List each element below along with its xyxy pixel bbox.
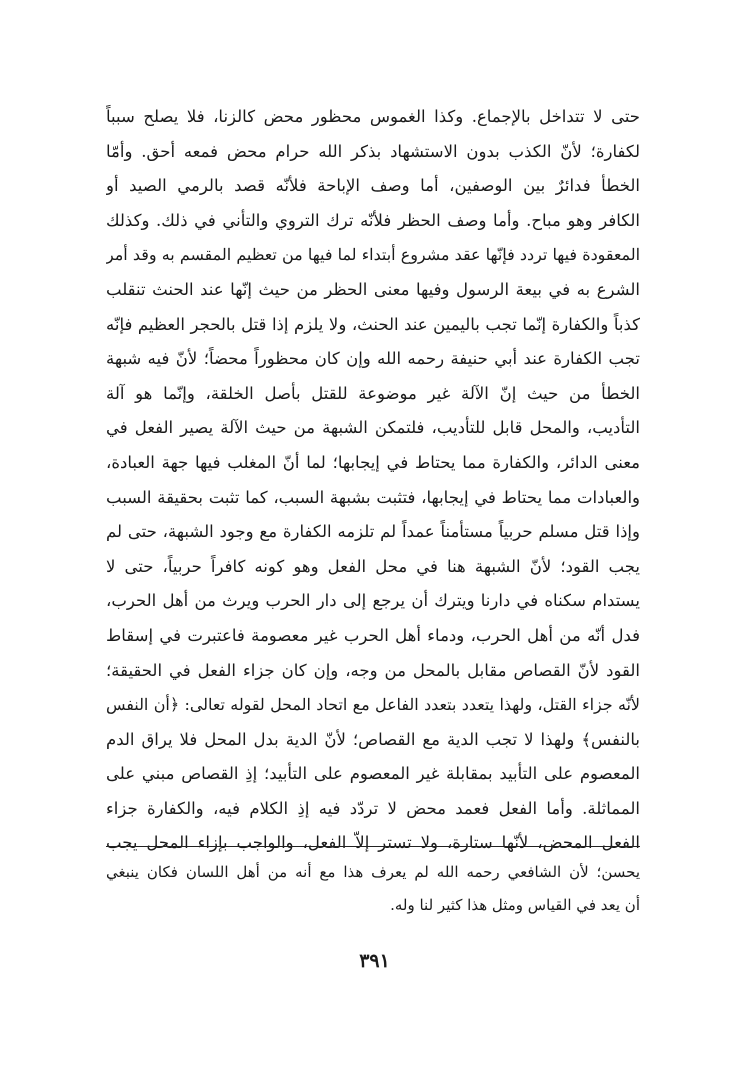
text-line: الخطأ من حيث إنّ الآلة غير موضوعة للقتل بأصل الخلقة، وإنّما هو آلة bbox=[106, 383, 640, 403]
text-line: بالنفس﴾ ولهذا لا تجب الدية مع القصاص؛ لأنّ الدية بدل المحل فلا يراق الدم bbox=[106, 729, 640, 749]
text-line: لكفارة؛ لأنّ الكذب بدون الاستشهاد بذكر الله حرام محض فمعه أحق. وأمّا bbox=[106, 141, 640, 161]
text-line: يستدام سكناه في دارنا ويترك أن يرجع إلى دار الحرب ويرث من أهل الحرب، bbox=[106, 591, 640, 611]
footnote-line: أن يعد في القياس ومثل هذا كثير لنا وله. bbox=[390, 896, 640, 914]
main-text-block bbox=[106, 100, 640, 861]
text-line: فدل أنّه من أهل الحرب، ودماء أهل الحرب غير معصومة فاعتبرت في إسقاط bbox=[106, 625, 640, 645]
text-line: والعبادات مما يحتاط في إيجابها، فتثبت بشبهة السبب، كما تثبت بحقيقة السبب bbox=[106, 487, 640, 507]
text-line: كذباً والكفارة إنّما تجب باليمين عند الحنث، ولا يلزم إذا قتل بالحجر العظيم فإنّه bbox=[106, 314, 640, 334]
text-line: الفعل المحض، لأنّها ستارة، ولا تستر إلاّ الفعل، والواجب بإزاء المحل يجب bbox=[106, 833, 640, 853]
text-line: وإذا قتل مسلم حربياً مستأمناً عمداً لم تلزمه الكفارة مع وجود الشبهة، حتى لم bbox=[106, 522, 640, 542]
text-line: المماثلة. وأما الفعل فعمد محض لا تردّد فيه إذِ الكلام فيه، والكفارة جزاء bbox=[106, 798, 640, 818]
text-line: يجب القود؛ لأنّ الشبهة هنا في محل الفعل وهو كونه كافراً حربياً، حتى لا bbox=[106, 556, 640, 576]
footnote-line: يحسن؛ لأن الشافعي رحمه الله لم يعرف هذا مع أنه من أهل اللسان فكان ينبغي bbox=[106, 863, 640, 881]
page-number: ٣٩١ bbox=[359, 950, 390, 972]
text-line: المعصوم على التأبيد بمقابلة غير المعصوم على التأبيد؛ إذِ القصاص مبني على bbox=[106, 764, 640, 784]
footnote-block bbox=[106, 856, 640, 922]
text-line: حتى لا تتداخل بالإجماع. وكذا الغموس محظور محض كالزنا، فلا يصلح سبباً bbox=[106, 107, 640, 126]
text-line: الخطأ فدائرٌ بين الوصفين، أما وصف الإباحة فلأنّه قصد بالرمي الصيد أو bbox=[106, 176, 640, 196]
text-line: الشرع به في بيعة الرسول وفيها معنى الحظر من حيث إنّها عند الحنث تنقلب bbox=[106, 279, 640, 299]
text-line: القود لأنّ القصاص مقابل بالمحل من وجه، وإن كان جزاء الفعل في الحقيقة؛ bbox=[106, 660, 640, 680]
text-line: تجب الكفارة عند أبي حنيفة رحمه الله وإن كان محظوراً محضاً؛ لأنّ فيه شبهة bbox=[106, 349, 640, 369]
text-line: التأديب، والمحل قابل للتأديب، فلتمكن الشبهة من حيث الآلة يصير الفعل في bbox=[106, 418, 640, 438]
text-line: المعقودة فيها تردد فإنّها عقد مشروع أبتداء لما فيها من تعظيم المقسم به وقد أمر bbox=[106, 245, 640, 265]
text-line: لأنّه جزاء القتل، ولهذا يتعدد بتعدد الفاعل مع اتحاد المحل لقوله تعالى: ﴿أن النفس bbox=[106, 695, 640, 715]
text-line: الكافر وهو مباح. وأما وصف الحظر فلأنّه ترك التروي والتأني في ذلك. وكذلك bbox=[106, 210, 640, 230]
text-line: معنى الدائر، والكفارة مما يحتاط في إيجابها؛ لما أنّ المغلب فيها جهة العبادة، bbox=[106, 452, 640, 472]
footnote-divider bbox=[106, 846, 640, 847]
